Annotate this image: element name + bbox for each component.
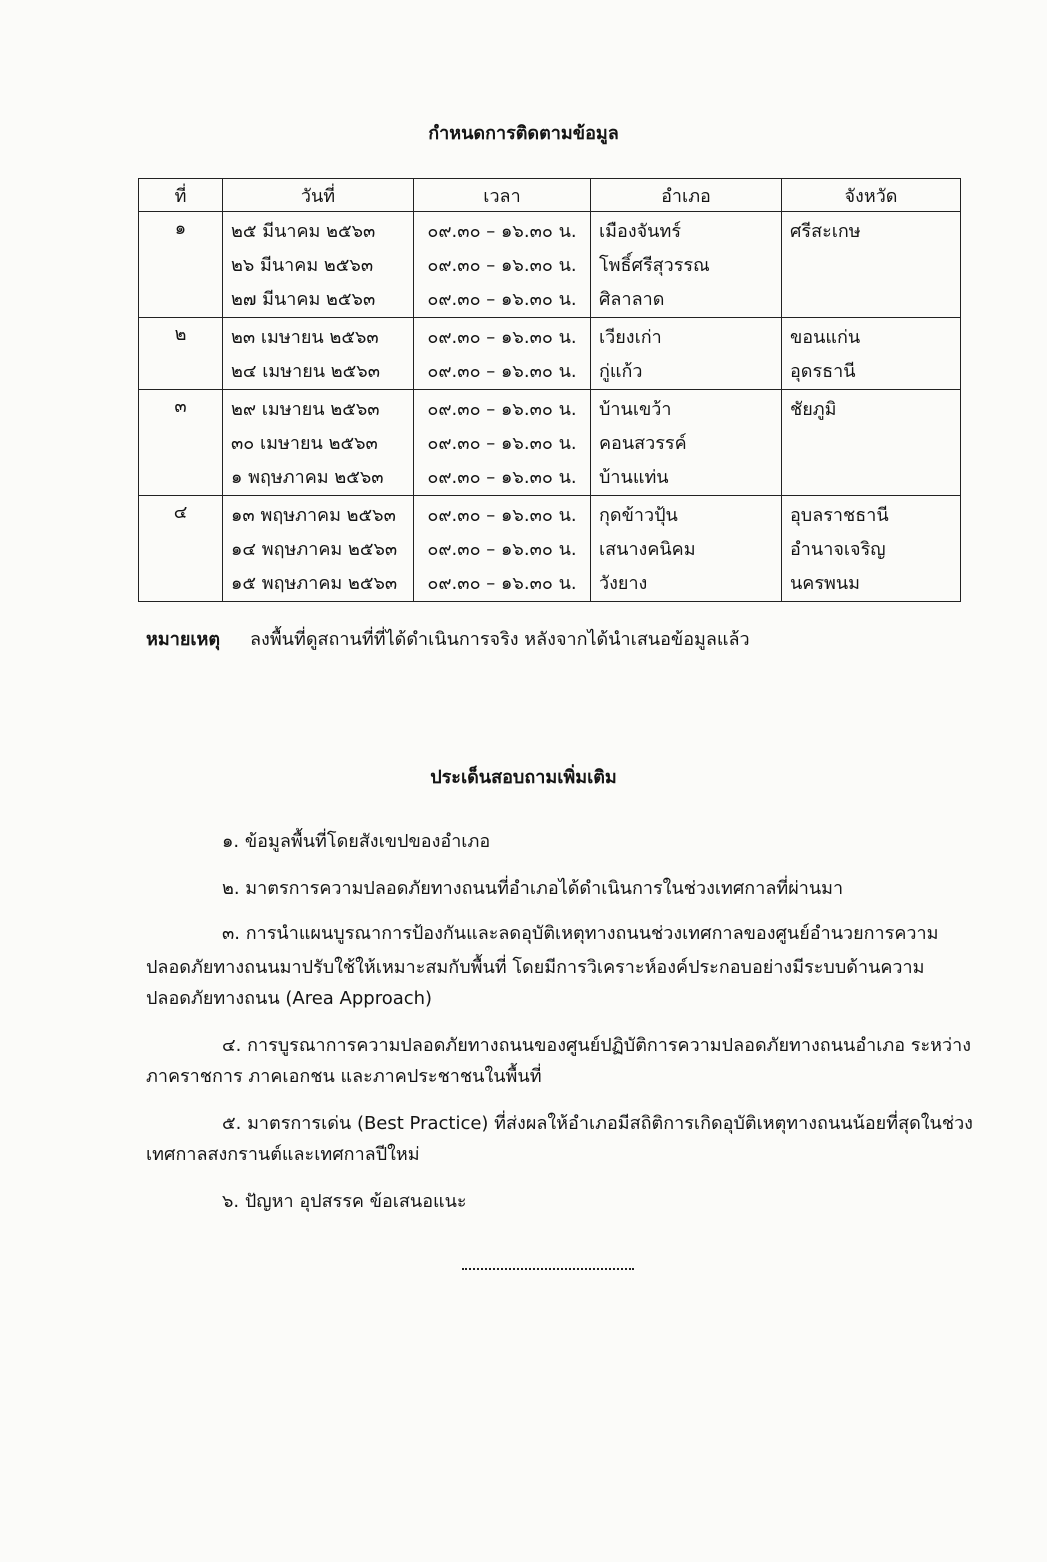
district-cell	[591, 212, 782, 318]
date-text: ๒๗ มีนาคม ๒๕๖๓	[231, 289, 376, 310]
header-province: จังหวัด	[782, 179, 961, 212]
time-text: ๐๙.๓๐ – ๑๖.๓๐ น.	[427, 289, 577, 310]
district-text: กุดข้าวปุ้น	[599, 505, 678, 526]
date-cell	[223, 496, 414, 602]
district-text: โพธิ์ศรีสุวรรณ	[599, 255, 710, 276]
table-header-row	[139, 179, 961, 212]
province-text: นครพนม	[790, 573, 861, 594]
province-cell	[782, 390, 961, 496]
question-1: ๑. ข้อมูลพื้นที่โดยสังเขปของอำเภอ	[222, 831, 491, 852]
row-number-cell	[139, 390, 223, 496]
note-text: ลงพื้นที่ดูสถานที่ที่ได้ดำเนินการจริง หลังจากได้นำเสนอข้อมูลแล้ว	[250, 629, 750, 650]
note-label: หมายเหตุ	[146, 629, 221, 650]
time-cell	[414, 318, 591, 390]
district-text: บ้านแท่น	[599, 467, 669, 488]
date-text: ๒๙ เมษายน ๒๕๖๓	[231, 399, 380, 420]
header-date: วันที่	[223, 179, 414, 212]
district-cell	[591, 318, 782, 390]
question-3-line-3: ปลอดภัยทางถนน (Area Approach)	[146, 988, 433, 1009]
date-text: ๒๖ มีนาคม ๒๕๖๓	[231, 255, 374, 276]
province-cell	[782, 212, 961, 318]
province-text: ชัยภูมิ	[790, 399, 837, 420]
date-text: ๒๔ เมษายน ๒๕๖๓	[231, 361, 380, 382]
row-number: ๒	[174, 324, 187, 345]
date-text: ๑๔ พฤษภาคม ๒๕๖๓	[231, 539, 398, 560]
district-text: คอนสวรรค์	[599, 433, 687, 454]
time-text: ๐๙.๓๐ – ๑๖.๓๐ น.	[427, 255, 577, 276]
question-5-line-1: ๕. มาตรการเด่น (Best Practice) ที่ส่งผลให้อำเภอมีสถิติการเกิดอุบัติเหตุทางถนนน้อยที่สุดในช่วง	[222, 1113, 973, 1134]
row-number-cell	[139, 212, 223, 318]
question-4-line-2: ภาคราชการ ภาคเอกชน และภาคประชาชนในพื้นที่	[146, 1066, 542, 1087]
district-cell	[591, 390, 782, 496]
time-text: ๐๙.๓๐ – ๑๖.๓๐ น.	[427, 221, 577, 242]
district-text: เมืองจันทร์	[599, 221, 682, 242]
question-2: ๒. มาตรการความปลอดภัยทางถนนที่อำเภอได้ดำเนินการในช่วงเทศกาลที่ผ่านมา	[222, 878, 844, 899]
district-text: บ้านเขว้า	[599, 399, 672, 420]
district-text: ศิลาลาด	[599, 289, 665, 310]
district-text: วังยาง	[599, 573, 648, 594]
district-text: เวียงเก่า	[599, 327, 662, 348]
time-text: ๐๙.๓๐ – ๑๖.๓๐ น.	[427, 573, 577, 594]
note	[146, 624, 750, 653]
date-text: ๑ พฤษภาคม ๒๕๖๓	[231, 467, 384, 488]
province-text: อุดรธานี	[790, 361, 856, 382]
time-cell	[414, 390, 591, 496]
time-text: ๐๙.๓๐ – ๑๖.๓๐ น.	[427, 433, 577, 454]
date-cell	[223, 318, 414, 390]
schedule-title: กำหนดการติดตามข้อมูล	[428, 123, 619, 144]
time-text: ๐๙.๓๐ – ๑๖.๓๐ น.	[427, 399, 577, 420]
province-text: ศรีสะเกษ	[790, 221, 861, 242]
district-cell	[591, 496, 782, 602]
date-text: ๑๕ พฤษภาคม ๒๕๖๓	[231, 573, 398, 594]
row-number-cell	[139, 496, 223, 602]
questions-title: ประเด็นสอบถามเพิ่มเติม	[430, 767, 617, 788]
header-time: เวลา	[414, 179, 591, 212]
table-row	[139, 318, 961, 390]
date-text: ๒๓ เมษายน ๒๕๖๓	[231, 327, 379, 348]
date-text: ๒๕ มีนาคม ๒๕๖๓	[231, 221, 376, 242]
time-cell	[414, 496, 591, 602]
question-3-line-1: ๓. การนำแผนบูรณาการป้องกันและลดอุบัติเหตุทางถนนช่วงเทศกาลของศูนย์อำนวยการความ	[222, 923, 939, 944]
question-6: ๖. ปัญหา อุปสรรค ข้อเสนอแนะ	[222, 1191, 467, 1212]
schedule-table	[138, 178, 961, 602]
question-4-line-1: ๔. การบูรณาการความปลอดภัยทางถนนของศูนย์ปฏิบัติการความปลอดภัยทางถนนอำเภอ ระหว่าง	[222, 1035, 971, 1056]
time-text: ๐๙.๓๐ – ๑๖.๓๐ น.	[427, 361, 577, 382]
district-text: เสนางคนิคม	[599, 539, 696, 560]
time-text: ๐๙.๓๐ – ๑๖.๓๐ น.	[427, 505, 577, 526]
row-number: ๔	[173, 502, 188, 523]
time-text: ๐๙.๓๐ – ๑๖.๓๐ น.	[427, 539, 577, 560]
date-cell	[223, 212, 414, 318]
date-text: ๑๓ พฤษภาคม ๒๕๖๓	[231, 505, 396, 526]
row-number-cell	[139, 318, 223, 390]
header-district: อำเภอ	[591, 179, 782, 212]
province-cell	[782, 496, 961, 602]
dotted-separator	[462, 1268, 634, 1270]
row-number: ๓	[174, 396, 187, 417]
time-cell	[414, 212, 591, 318]
table-row	[139, 496, 961, 602]
row-number: ๑	[174, 218, 187, 239]
time-text: ๐๙.๓๐ – ๑๖.๓๐ น.	[427, 467, 577, 488]
date-text: ๓๐ เมษายน ๒๕๖๓	[231, 433, 378, 454]
table-row	[139, 212, 961, 318]
header-no: ที่	[139, 179, 223, 212]
question-5-line-2: เทศกาลสงกรานต์และเทศกาลปีใหม่	[146, 1144, 420, 1165]
province-text: อำนาจเจริญ	[790, 539, 886, 560]
time-text: ๐๙.๓๐ – ๑๖.๓๐ น.	[427, 327, 577, 348]
table-row	[139, 390, 961, 496]
district-text: กู่แก้ว	[599, 361, 643, 382]
province-cell	[782, 318, 961, 390]
date-cell	[223, 390, 414, 496]
question-3-line-2: ปลอดภัยทางถนนมาปรับใช้ให้เหมาะสมกับพื้นที่ โดยมีการวิเคราะห์องค์ประกอบอย่างมีระบบด้านความ	[146, 957, 925, 978]
province-text: อุบลราชธานี	[790, 505, 889, 526]
province-text: ขอนแก่น	[790, 327, 861, 348]
